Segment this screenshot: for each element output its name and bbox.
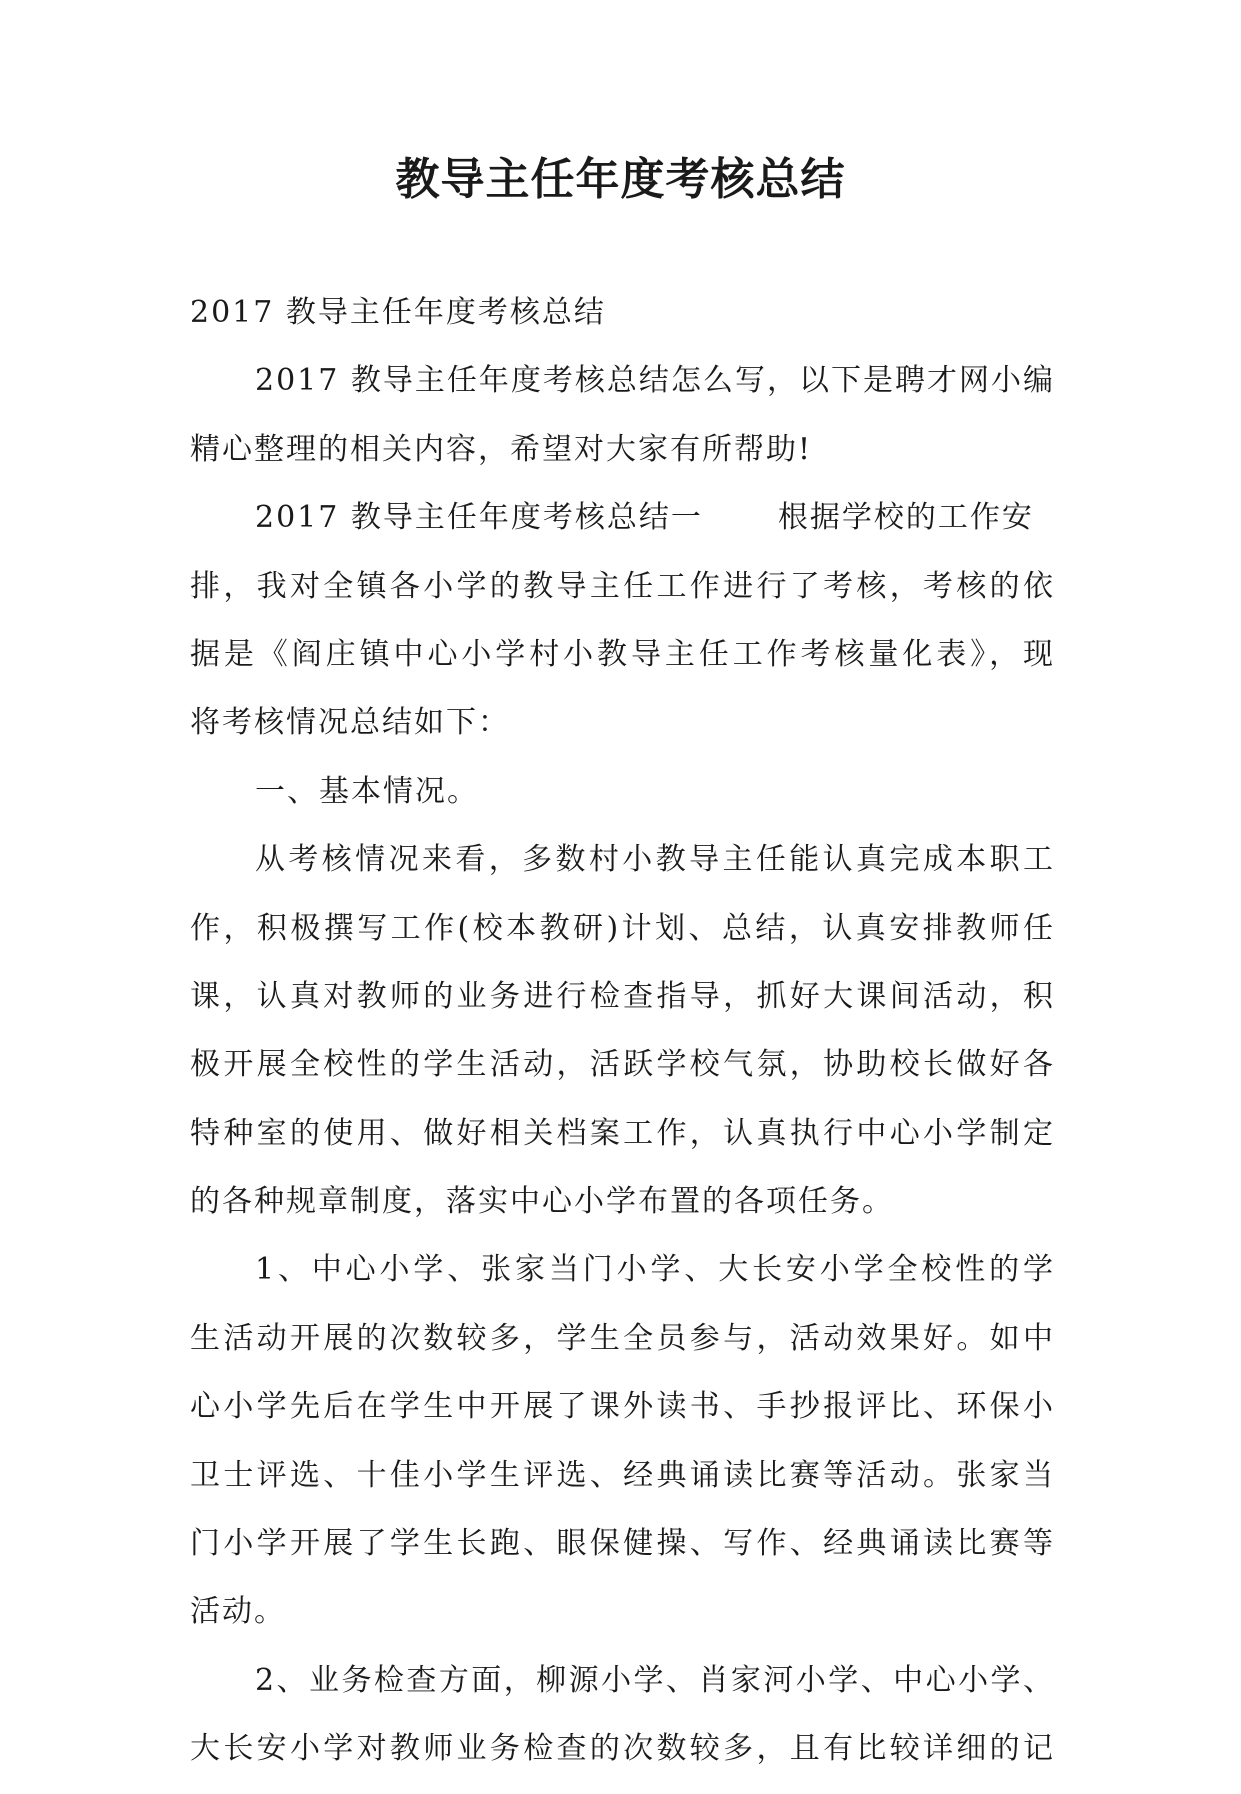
section-heading: 一、基本情况。 [255,773,479,809]
text-line: 生活动开展的次数较多，学生全员参与，活动效果好。如中 [190,1320,1055,1356]
text-line: 1、中心小学、张家当门小学、大长安小学全校性的学 [255,1252,1055,1288]
section-heading-inline: 2017 教导主任年度考核总结一 [255,500,703,536]
text-line: 特种室的使用、做好相关档案工作，认真执行中心小学制定 [190,1115,1055,1151]
text-line: 极开展全校性的学生活动，活跃学校气氛，协助校长做好各 [190,1047,1055,1083]
text-line: 大长安小学对教师业务检查的次数较多，且有比较详细的记 [190,1731,1055,1767]
text-line: 的各种规章制度，落实中心小学布置的各项任务。 [190,1184,894,1220]
text-line: 课，认真对教师的业务进行检查指导，抓好大课间活动，积 [190,978,1055,1014]
text-line-with-gap [190,494,1055,562]
text-line: 排，我对全镇各小学的教导主任工作进行了考核，考核的依 [190,568,1055,604]
text-line: 2、业务检查方面，柳源小学、肖家河小学、中心小学、 [255,1662,1055,1698]
text-line: 卫士评选、十佳小学生评选、经典诵读比赛等活动。张家当 [190,1457,1055,1493]
document-title: 教导主任年度考核总结 [395,154,846,205]
text-line: 门小学开展了学生长跑、眼保健操、写作、经典诵读比赛等 [190,1526,1055,1562]
text-line: 心小学先后在学生中开展了课外读书、手抄报评比、环保小 [190,1389,1055,1425]
text-segment: 根据学校的工作安 [777,500,1034,536]
text-line: 据是《阎庄镇中心小学村小教导主任工作考核量化表》，现 [190,636,1055,672]
text-line: 2017 教导主任年度考核总结怎么写，以下是聘才网小编 [255,363,1055,399]
text-line: 从考核情况来看，多数村小教导主任能认真完成本职工 [255,842,1055,878]
text-line: 2017 教导主任年度考核总结 [190,295,606,330]
document-body [190,289,1055,1794]
text-line: 精心整理的相关内容，希望对大家有所帮助! [190,431,813,467]
text-line: 将考核情况总结如下： [190,705,510,741]
text-line: 活动。 [190,1594,286,1630]
text-line: 作，积极撰写工作(校本教研)计划、总结，认真安排教师任 [190,910,1055,946]
